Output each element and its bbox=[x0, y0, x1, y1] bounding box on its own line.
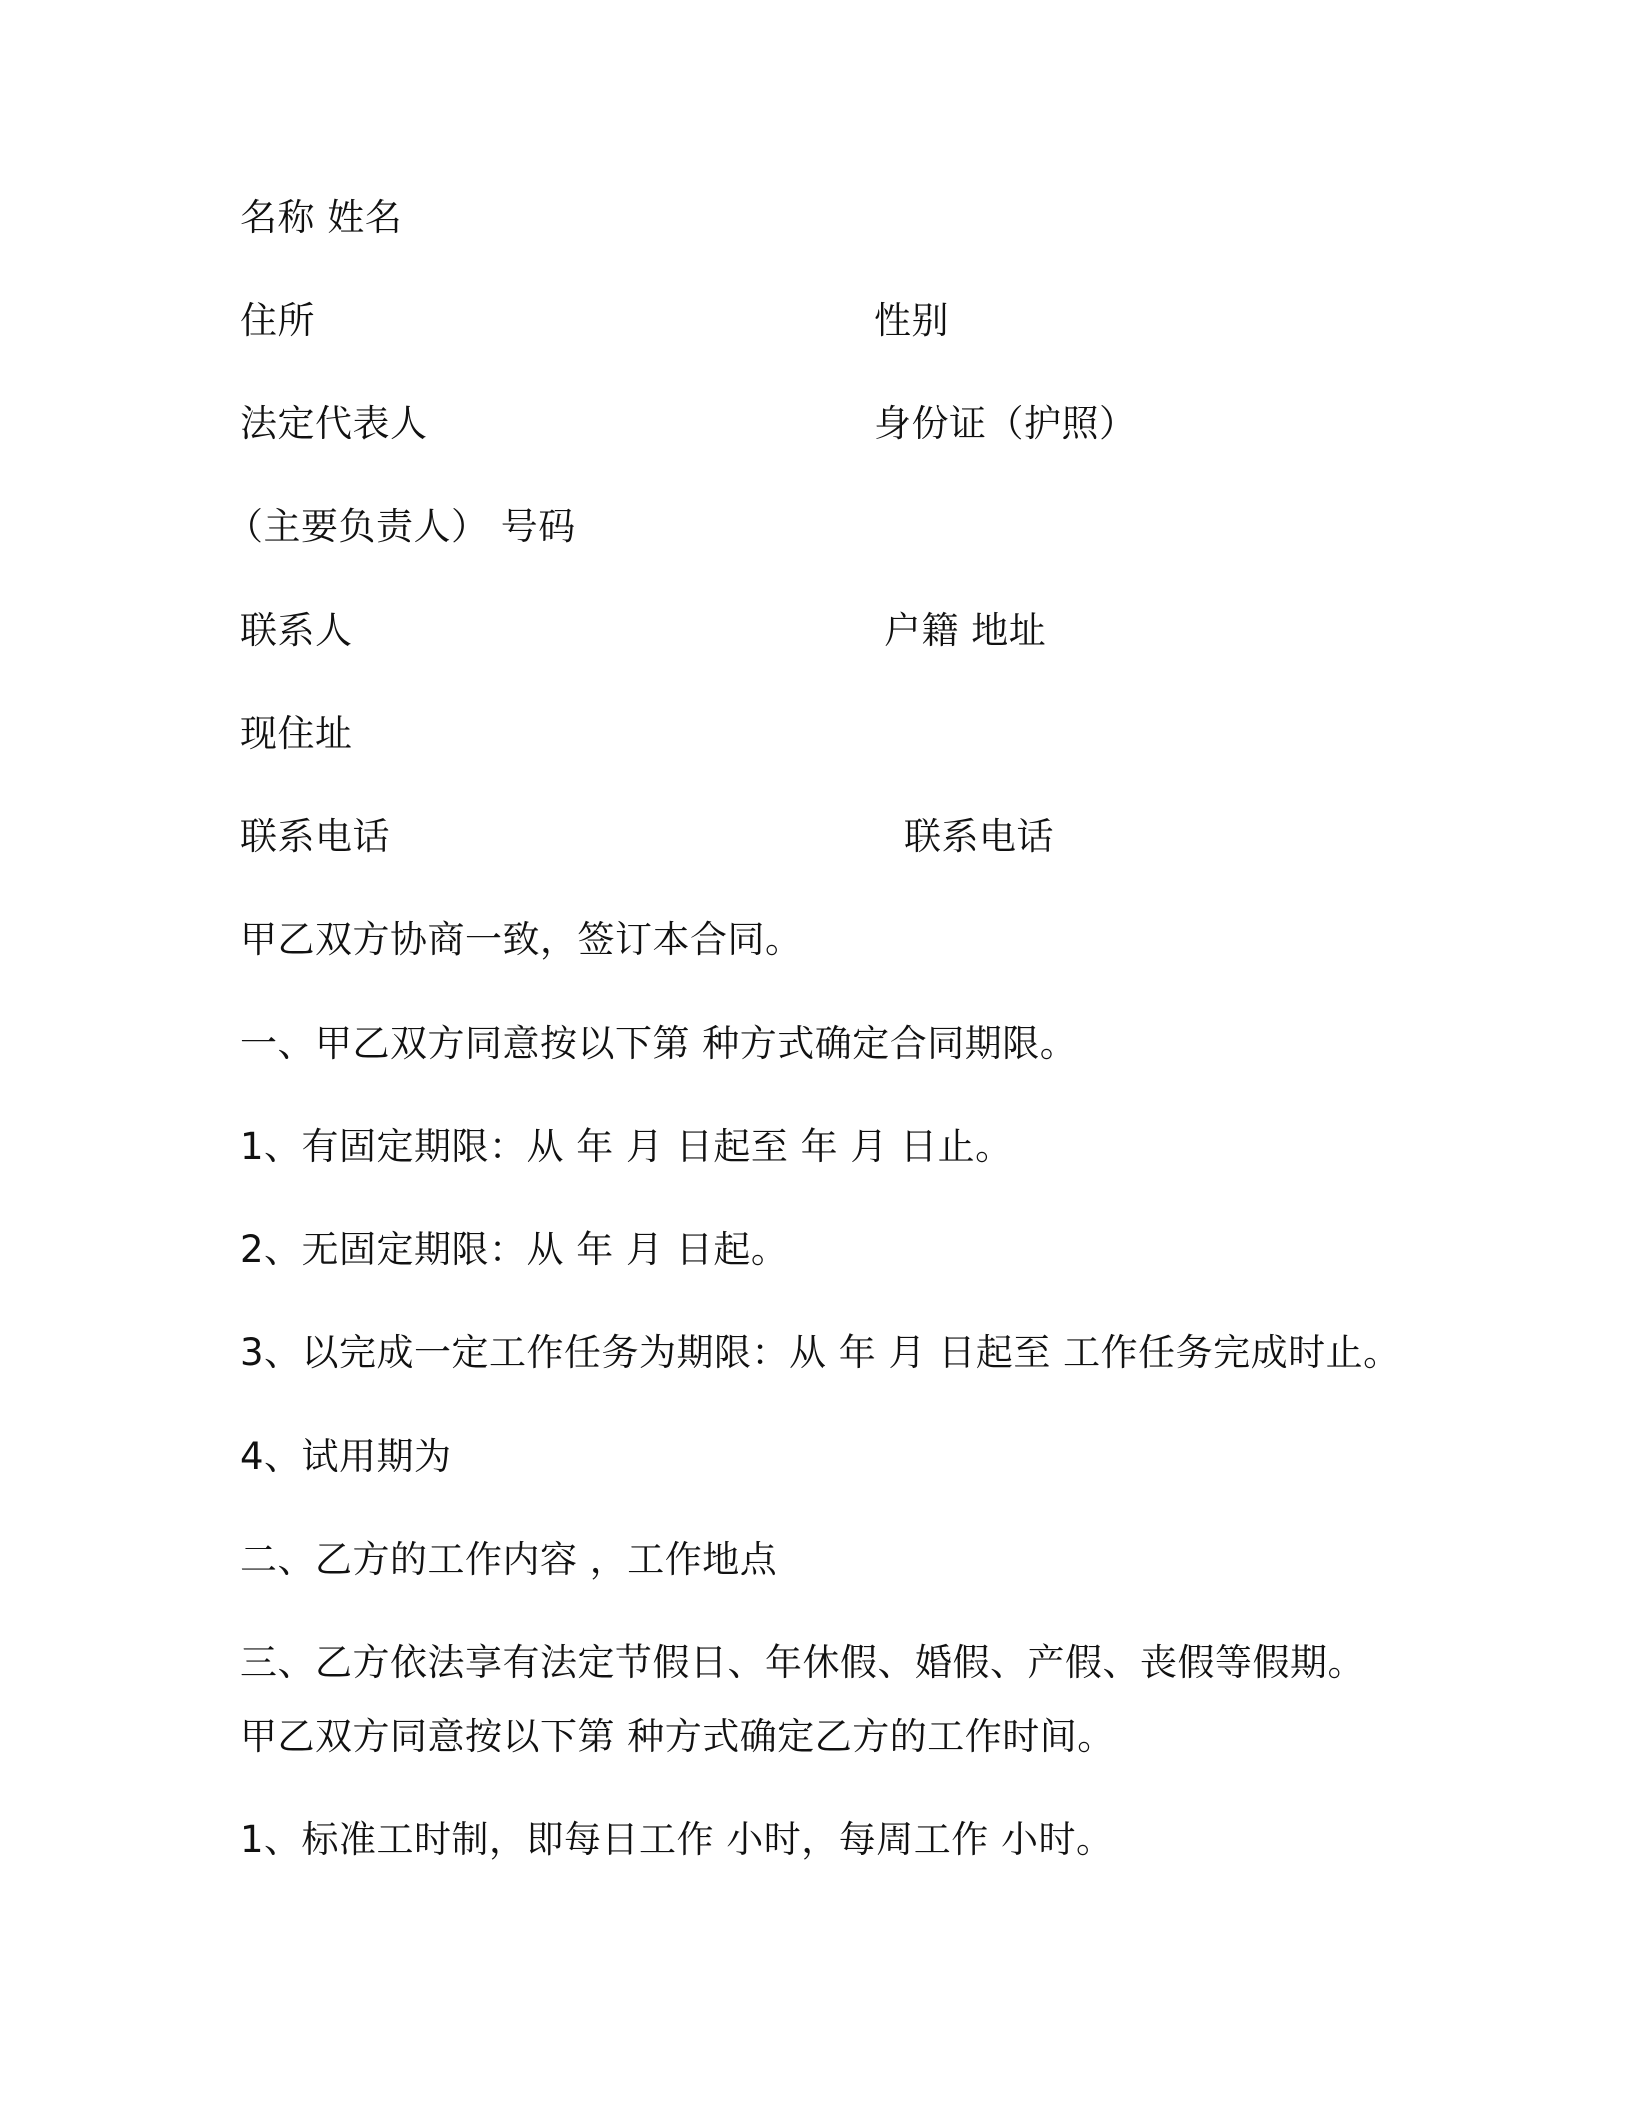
section3-line2: 甲乙双方同意按以下第 种方式确定乙方的工作时间。 bbox=[240, 1715, 1115, 1758]
residence-label: 住所 bbox=[240, 299, 315, 342]
section3-item1: 1、标准工时制，即每日工作 小时，每周工作 小时。 bbox=[240, 1818, 1114, 1861]
principal-number-label: （主要负责人） 号码 bbox=[226, 505, 576, 548]
phone-label-left: 联系电话 bbox=[240, 815, 390, 858]
id-passport-label: 身份证（护照） bbox=[874, 402, 1137, 445]
contact-person-label: 联系人 bbox=[240, 609, 353, 652]
section1-item2: 2、无固定期限：从 年 月 日起。 bbox=[240, 1228, 789, 1271]
phone-label-right: 联系电话 bbox=[904, 815, 1054, 858]
name-label: 名称 姓名 bbox=[240, 196, 403, 239]
section1-item1: 1、有固定期限：从 年 月 日起至 年 月 日止。 bbox=[240, 1125, 1013, 1168]
legal-representative-label: 法定代表人 bbox=[240, 402, 428, 445]
section1-title: 一、甲乙双方同意按以下第 种方式确定合同期限。 bbox=[240, 1022, 1078, 1065]
current-address-label: 现住址 bbox=[240, 712, 353, 755]
section1-item4: 4、试用期为 bbox=[240, 1435, 452, 1478]
section1-item3: 3、以完成一定工作任务为期限：从 年 月 日起至 工作任务完成时止。 bbox=[240, 1331, 1401, 1374]
agreement-statement: 甲乙双方协商一致，签订本合同。 bbox=[240, 918, 803, 961]
section3-title: 三、乙方依法享有法定节假日、年休假、婚假、产假、丧假等假期。 bbox=[240, 1641, 1365, 1684]
household-address-label: 户籍 地址 bbox=[884, 609, 1047, 652]
gender-label: 性别 bbox=[874, 299, 949, 342]
section2-title: 二、乙方的工作内容 ，工作地点 bbox=[240, 1538, 778, 1581]
